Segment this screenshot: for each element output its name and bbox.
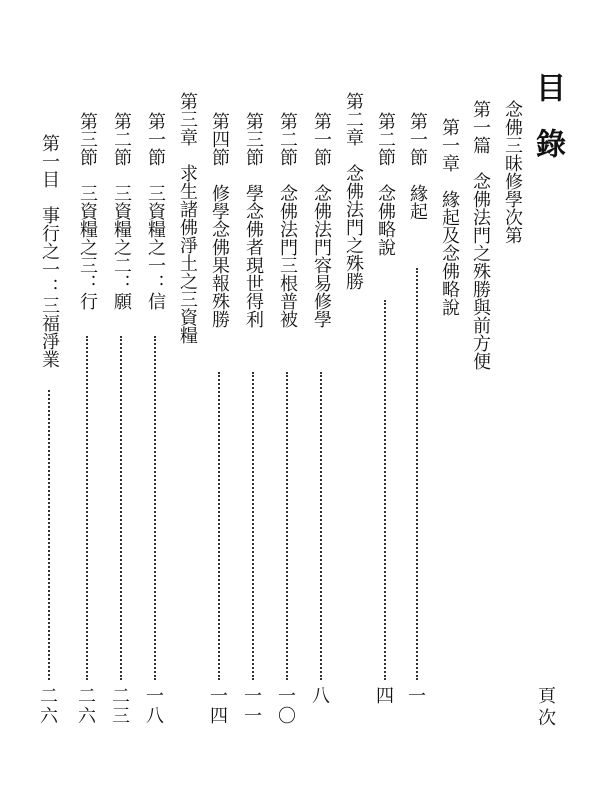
- page-number: 一: [405, 686, 426, 706]
- page-number: 一一: [241, 686, 262, 726]
- dot-leader: [48, 390, 50, 680]
- toc-entry-chapter-3: 第三章 求生諸佛淨土之三資糧: [177, 92, 198, 344]
- dot-leader: [320, 372, 322, 680]
- dot-leader: [416, 268, 418, 680]
- dot-leader: [384, 300, 386, 680]
- dot-leader: [218, 372, 220, 680]
- page-number: 二三: [109, 686, 130, 726]
- toc-entry-ch3-sec3: 第三節 三資糧之三：行: [77, 112, 98, 310]
- page-number: 二六: [75, 686, 96, 726]
- book-title-entry: 念佛三昧修學次第: [502, 100, 523, 244]
- toc-entry-chapter-2: 第二章 念佛法門之殊勝: [343, 92, 364, 290]
- dot-leader: [86, 336, 88, 680]
- toc-entry-ch1-sec1: 第一節 緣起: [407, 112, 428, 220]
- dot-leader: [252, 372, 254, 680]
- toc-heading: 目錄: [530, 72, 565, 184]
- toc-entry-ch2-sec4: 第四節 修學念佛果報殊勝: [209, 112, 230, 328]
- toc-entry-chapter-1: 第一章 緣起及念佛略說: [439, 118, 460, 316]
- page-number: 一〇: [275, 686, 296, 726]
- toc-entry-part-1: 第一篇 念佛法門之殊勝與前方便: [470, 100, 491, 370]
- dot-leader: [120, 336, 122, 680]
- page-number: 一八: [143, 686, 164, 726]
- toc-entry-ch2-sec2: 第二節 念佛法門三根普被: [277, 112, 298, 328]
- page-number: 八: [309, 686, 330, 706]
- page-number: 二六: [37, 686, 58, 726]
- toc-entry-ch2-sec1: 第一節 念佛法門容易修學: [311, 112, 332, 328]
- toc-entry-ch3-sec2: 第二節 三資糧之二：願: [111, 112, 132, 310]
- page-number: 一四: [207, 686, 228, 726]
- dot-leader: [154, 336, 156, 680]
- dot-leader: [286, 372, 288, 680]
- toc-entry-ch3-sec1: 第一節 三資糧之一：信: [145, 112, 166, 310]
- page-column-label: 頁次: [535, 686, 556, 730]
- toc-entry-ch2-sec3: 第三節 學念佛者現世得利: [243, 112, 264, 328]
- page-number: 四: [373, 686, 394, 706]
- toc-entry-ch3-sec3-item1: 第一目 事行之一：三福淨業: [39, 134, 60, 368]
- toc-entry-ch1-sec2: 第二節 念佛略說: [375, 112, 396, 256]
